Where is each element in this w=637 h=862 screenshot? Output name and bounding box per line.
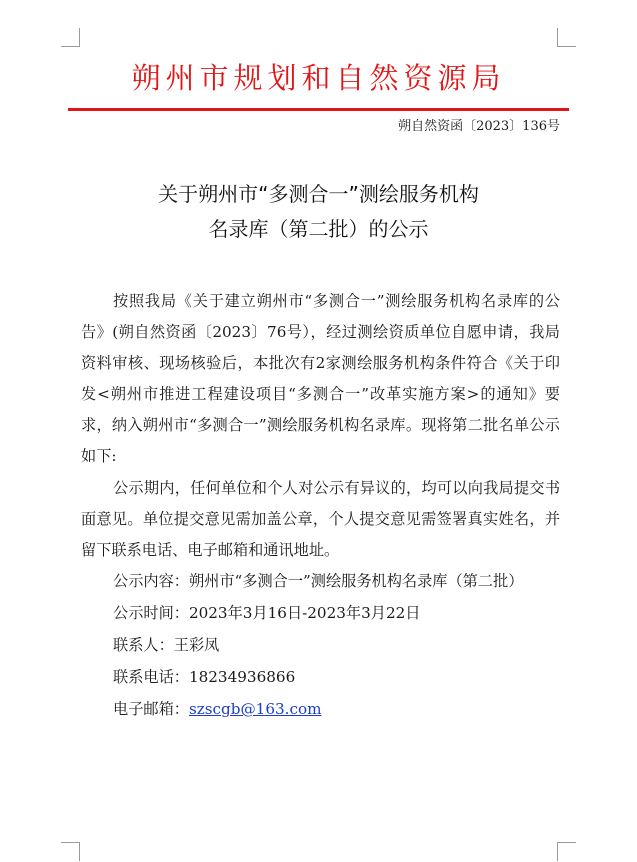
crop-mark-top-right xyxy=(557,28,576,47)
issuing-authority-header: 朔州市规划和自然资源局 xyxy=(131,61,506,95)
contact-phone xyxy=(81,662,560,693)
contact-phone-label: 联系电话： xyxy=(113,668,189,687)
crop-mark-bottom-right xyxy=(557,842,576,861)
body-paragraph-objection: 公示期内，任何单位和个人对公示有异议的，均可以向我局提交书面意见。单位提交意见需加盖公章，个人提交意见需签署真实姓名，并留下联系电话、电子邮箱和通讯地址。 xyxy=(81,478,560,559)
document-body xyxy=(81,286,560,725)
document-number: 朔自然资函〔2023〕136号 xyxy=(398,119,560,134)
crop-mark-bottom-left xyxy=(61,842,80,861)
contact-person xyxy=(81,630,560,661)
crop-mark-top-left xyxy=(61,28,80,47)
body-paragraph-content: 公示内容：朔州市“多测合一”测绘服务机构名录库（第二批） xyxy=(113,571,524,590)
publicity-period xyxy=(81,598,560,629)
document-title-line-1: 关于朔州市“多测合一”测绘服务机构 xyxy=(158,182,479,206)
red-header-rule xyxy=(68,108,569,111)
contact-person-value: 王彩凤 xyxy=(173,636,220,655)
contact-email-label: 电子邮箱： xyxy=(113,700,189,719)
email-link[interactable]: szscgb@163.com xyxy=(188,700,322,719)
publicity-period-label: 公示时间： xyxy=(113,603,189,622)
document-title-line-2: 名录库（第二批）的公示 xyxy=(208,217,429,241)
contact-email xyxy=(81,694,560,725)
contact-person-label: 联系人： xyxy=(113,636,174,655)
contact-phone-value: 18234936866 xyxy=(188,668,296,687)
body-paragraph-basis: 按照我局《关于建立朔州市“多测合一”测绘服务机构名录库的公告》(朔自然资函〔2023〕76号），经过测绘资质单位自愿申请，我局资料审核、现场核验后，本批次有2家测绘服务机构条件符合《关于印发<朔州市推进工程建设项目“多测合一”改革实施方案>的通知》要求，纳入朔州市“多测合一”测绘服务机构名录库。现将第二批名单公示如下: xyxy=(81,292,560,466)
publicity-period-value: 2023年3月16日-2023年3月22日 xyxy=(188,603,421,622)
